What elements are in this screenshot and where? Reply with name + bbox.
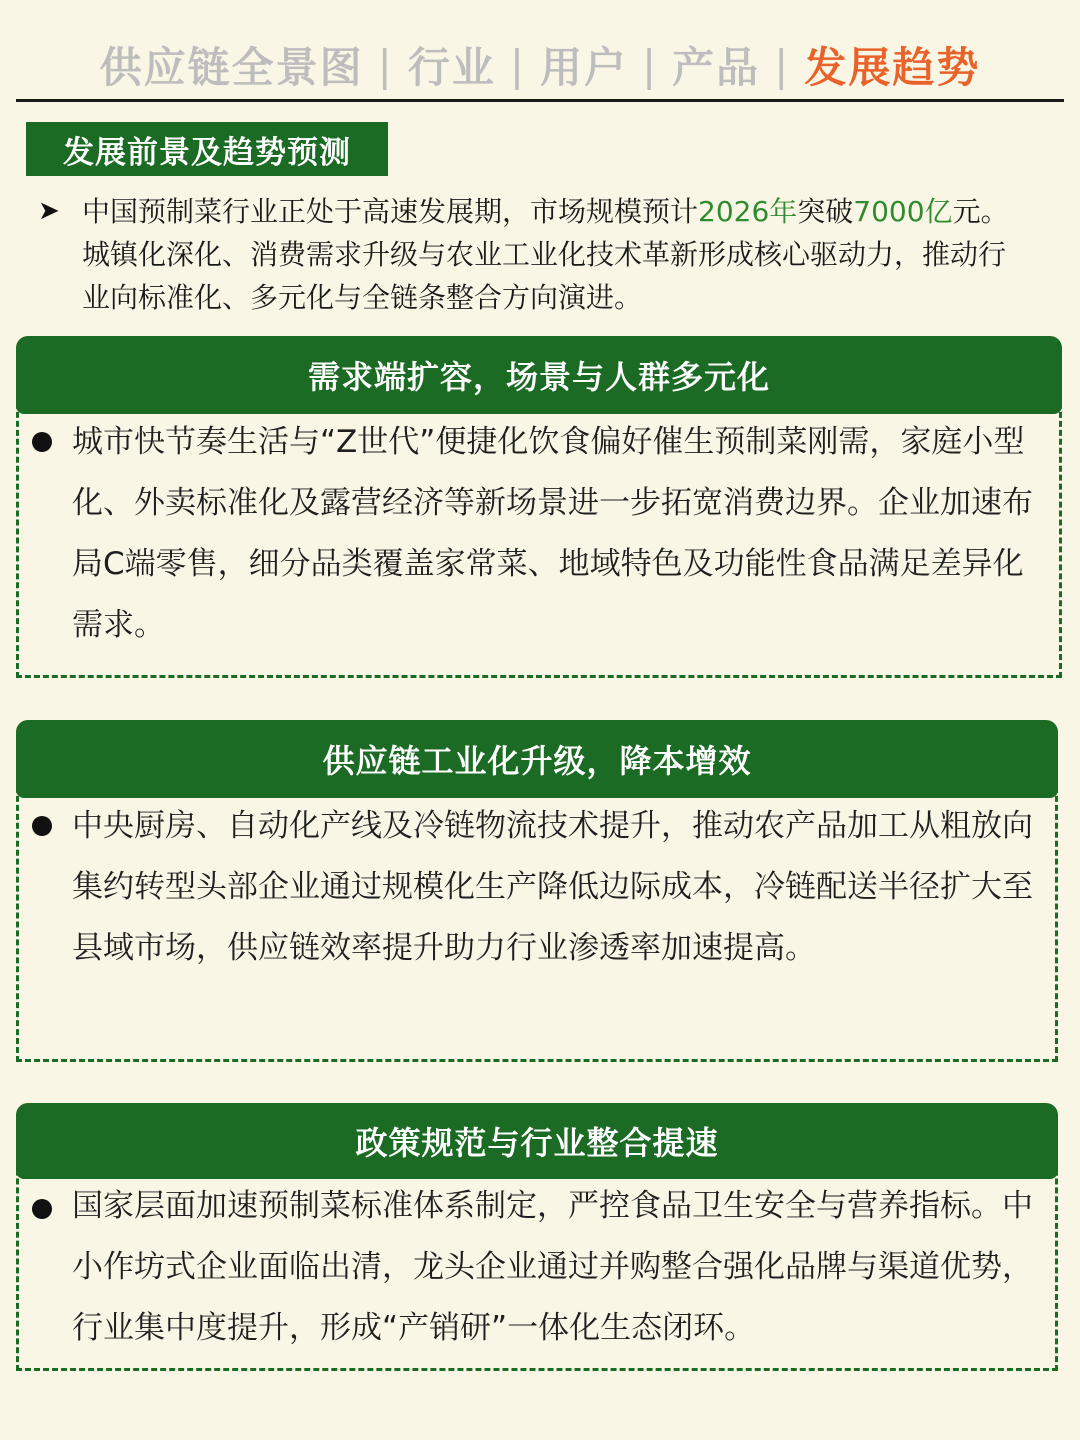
bullet-dot-icon <box>32 432 52 452</box>
tab-separator: | <box>642 40 659 90</box>
tab-products[interactable]: 产品 <box>672 43 761 92</box>
trend-card-policy <box>16 1103 1058 1371</box>
highlight-year: 2026年 <box>698 195 798 228</box>
bullet-dot-icon <box>32 1199 52 1219</box>
tab-separator: | <box>377 40 394 90</box>
intro-paragraph <box>38 190 1028 319</box>
top-tab-nav <box>0 30 1080 100</box>
section-title: 发展前景及趋势预测 <box>26 122 388 176</box>
tab-users[interactable]: 用户 <box>539 43 628 92</box>
intro-text: 中国预制菜行业正处于高速发展期，市场规模预计2026年突破7000亿元。城镇化深化、消费需求升级与农业工业化技术革新形成核心驱动力，推动行业向标准化、多元化与全链条整合方向演进。 <box>82 195 1009 314</box>
tab-supply-chain[interactable]: 供应链全景图 <box>99 43 364 92</box>
card-title: 供应链工业化升级，降本增效 <box>16 720 1058 798</box>
trend-card-demand <box>16 336 1062 678</box>
trend-card-supply-chain <box>16 720 1058 1062</box>
nav-divider <box>16 99 1064 102</box>
card-title: 政策规范与行业整合提速 <box>16 1103 1058 1179</box>
highlight-amount: 7000亿 <box>853 195 953 228</box>
card-body: 城市快节奏生活与“Z世代”便捷化饮食偏好催生预制菜刚需，家庭小型化、外卖标准化及露营经济等新场景进一步拓宽消费边界。企业加速布局C端零售，细分品类覆盖家常菜、地域特色及功能性食品满足差异化需求。 <box>72 424 1033 643</box>
tab-industry[interactable]: 行业 <box>407 43 496 92</box>
card-body: 中央厨房、自动化产线及冷链物流技术提升，推动农产品加工从粗放向集约转型头部企业通过规模化生产降低边际成本，冷链配送半径扩大至县域市场，供应链效率提升助力行业渗透率加速提高。 <box>72 808 1033 966</box>
tab-separator: | <box>774 40 791 90</box>
arrow-bullet-icon: ➤ <box>38 196 60 226</box>
card-body: 国家层面加速预制菜标准体系制定，严控食品卫生安全与营养指标。中小作坊式企业面临出清，龙头企业通过并购整合强化品牌与渠道优势，行业集中度提升，形成“产销研”一体化生态闭环。 <box>72 1188 1033 1346</box>
tab-separator: | <box>509 40 526 90</box>
card-title: 需求端扩容，场景与人群多元化 <box>16 336 1062 414</box>
tab-trends[interactable]: 发展趋势 <box>804 43 981 92</box>
bullet-dot-icon <box>32 816 52 836</box>
